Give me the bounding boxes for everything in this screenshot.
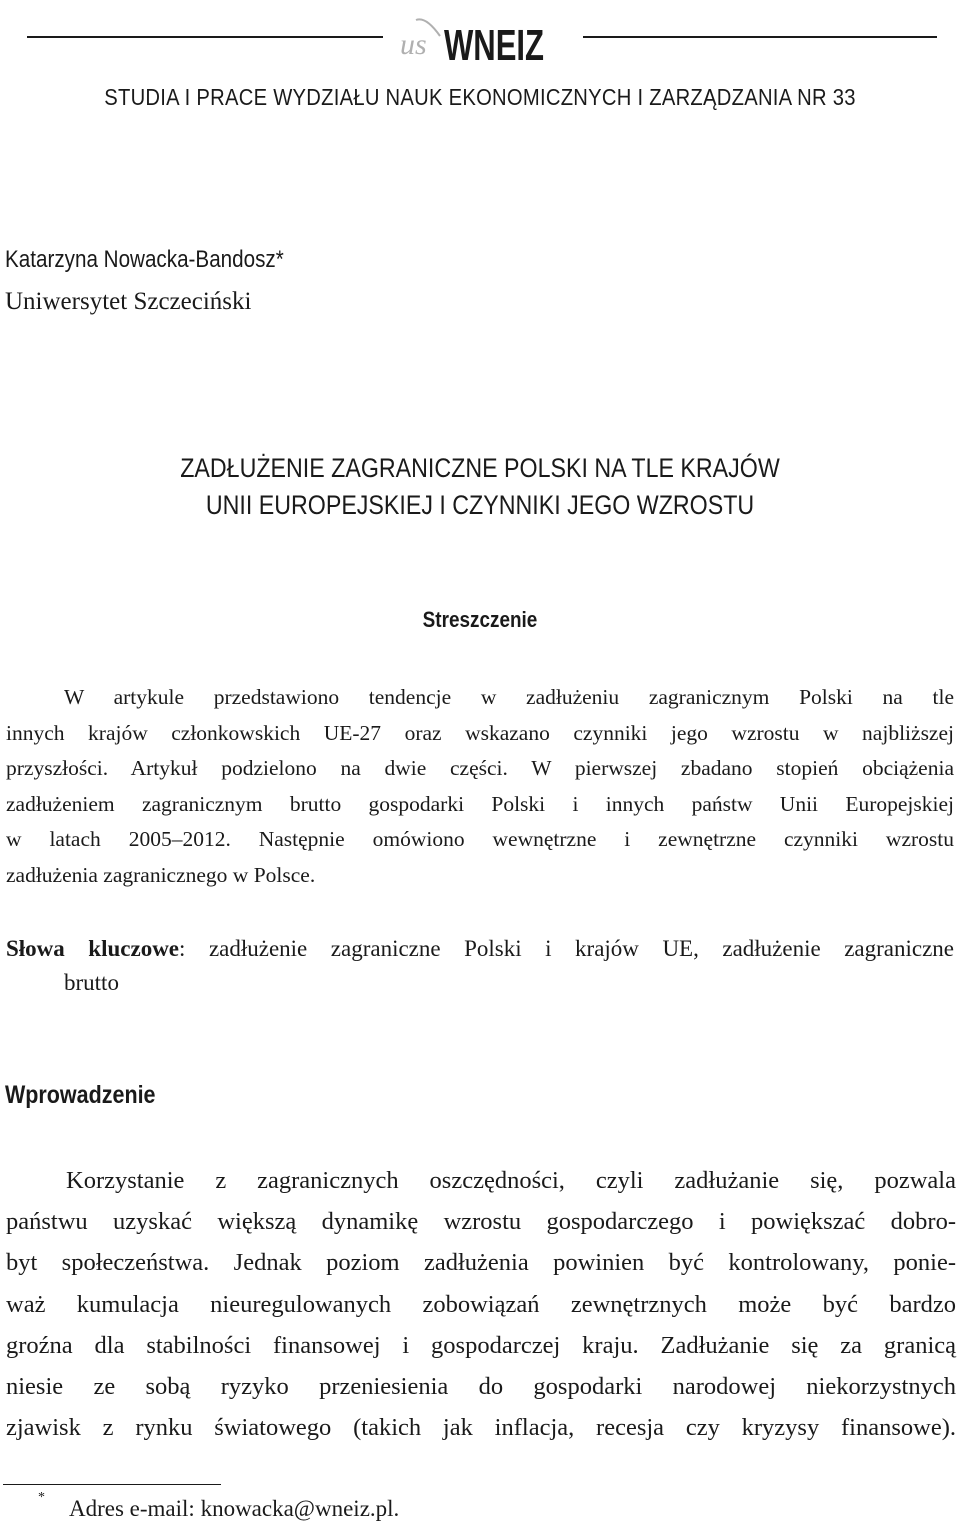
- article-title: [67, 450, 893, 524]
- footnote: [38, 1490, 400, 1522]
- intro-line: groźna dla stabilności finansowej i gospodarczej kraju. Zadłużanie się za granicą: [6, 1331, 956, 1359]
- intro-line: byt społeczeństwa. Jednak poziom zadłużenia powinien być kontrolowany, ponie-: [6, 1249, 956, 1277]
- intro-line: zjawisk z rynku światowego (takich jak inflacja, recesja czy kryzysy finansowe).: [6, 1414, 956, 1442]
- intro-line: niesie ze sobą ryzyko przeniesienia do gospodarki narodowej niekorzystnych: [6, 1373, 956, 1401]
- article-title-line-2: UNII EUROPEJSKIEJ I CZYNNIKI JEGO WZROSTU: [205, 490, 755, 520]
- section-heading-introduction: Wprowadzenie: [5, 1081, 156, 1109]
- keywords-line-1: [6, 932, 954, 966]
- introduction-body: [6, 1160, 956, 1448]
- abstract-line: w latach 2005–2012. Następnie omówiono wewnętrzne i zewnętrzne czynniki wzrostu: [6, 827, 954, 852]
- footnote-mark: *: [38, 1490, 45, 1506]
- intro-line: państwu uzyskać większą dynamikę wzrostu gospodarczego i powiększać dobro-: [6, 1208, 956, 1236]
- footnote-text: Adres e-mail: knowacka@wneiz.pl.: [69, 1496, 400, 1521]
- abstract-line: innych krajów członkowskich UE-27 oraz wskazano czynniki jego wzrostu w najbliższej: [6, 720, 954, 745]
- logo-us-text: us: [400, 28, 427, 61]
- abstract-heading: Streszczenie: [422, 607, 538, 632]
- logo-wneiz-text: WNEIZ: [444, 21, 544, 70]
- footnote-rule: [3, 1484, 221, 1485]
- abstract-body: [6, 680, 954, 894]
- journal-title: STUDIA I PRACE WYDZIAŁU NAUK EKONOMICZNYCH I ZARZĄDZANIA NR 33: [104, 84, 856, 110]
- keywords-line-2: brutto: [64, 970, 119, 995]
- keywords: [6, 932, 954, 1000]
- abstract-line: W artykule przedstawiono tendencje w zadłużeniu zagranicznym Polski na tle: [64, 685, 954, 709]
- header-rule-left: [27, 36, 383, 38]
- author-name: Katarzyna Nowacka-Bandosz*: [5, 246, 284, 273]
- abstract-line: zadłużeniem zagranicznym brutto gospodarki Polski i innych państw Unii Europejskiej: [6, 791, 954, 816]
- header-rule-right: [583, 36, 937, 38]
- intro-line: waż kumulacja nieuregulowanych zobowiązań zewnętrznych może być bardzo: [6, 1290, 956, 1318]
- keywords-label: Słowa kluczowe: [6, 936, 180, 961]
- article-title-line-1: ZADŁUŻENIE ZAGRANICZNE POLSKI NA TLE KRAJÓW: [180, 453, 780, 483]
- keywords-text: : zadłużenie zagraniczne Polski i krajów UE, zadłużenie zagraniczne: [179, 936, 955, 961]
- abstract-line: zadłużenia zagranicznego w Polsce.: [6, 862, 316, 887]
- author-affiliation: Uniwersytet Szczeciński: [5, 288, 252, 315]
- wneiz-logo: [396, 2, 556, 72]
- intro-line: Korzystanie z zagranicznych oszczędności, czyli zadłużanie się, pozwala: [66, 1167, 956, 1194]
- abstract-line: przyszłości. Artykuł podzielono na dwie części. W pierwszej zbadano stopień obciążenia: [6, 756, 954, 781]
